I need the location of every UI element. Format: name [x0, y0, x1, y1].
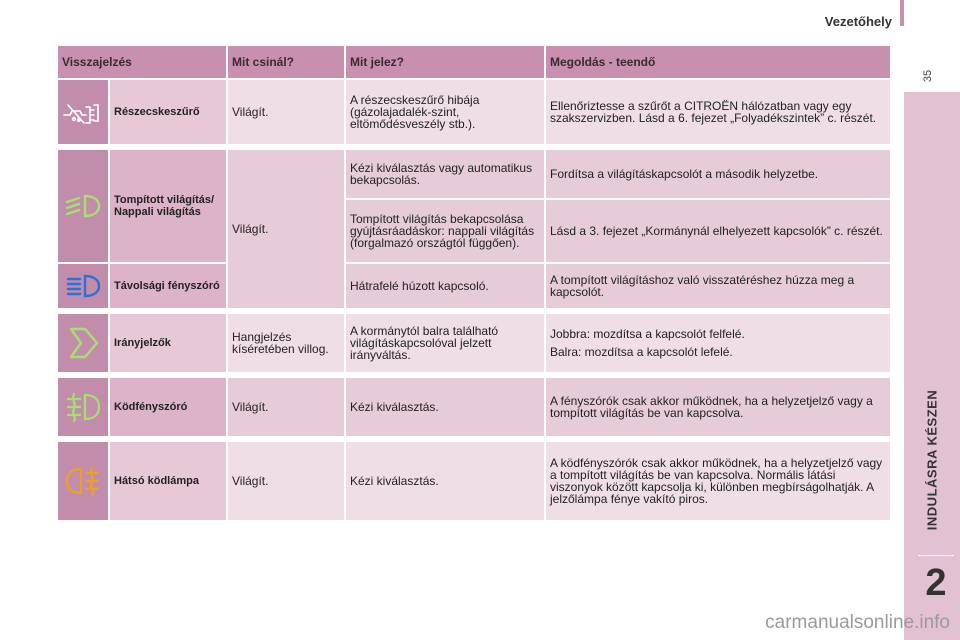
front-fog-lamp-icon: [58, 378, 108, 436]
chapter-number: 2: [925, 562, 947, 604]
col-header-indicator: Visszajelzés: [58, 46, 226, 78]
meaning-cell: Tompított világítás bekapcsolása gyújtásráadáskor: nappali világítás (forgalmazó országtól függően).: [346, 200, 544, 262]
table-row: [58, 80, 890, 144]
action-cell: Világít.: [228, 150, 344, 308]
solution-line: Balra: mozdítsa a kapcsolót lefelé.: [550, 345, 733, 359]
rear-fog-lamp-icon: [58, 442, 108, 520]
table-header-row: [58, 46, 890, 78]
solution-cell: A tompított világításhoz való visszatéréshez húzza meg a kapcsolót.: [546, 264, 890, 308]
indicator-name: Távolsági fényszóró: [110, 264, 226, 308]
chapter-divider: [918, 555, 954, 556]
table-row: [58, 442, 890, 520]
table-row: [58, 150, 890, 198]
solution-cell: A fényszórók csak akkor működnek, ha a helyzetjelző vagy a tompított világítás be van kapcsolva.: [546, 378, 890, 436]
meaning-cell: Kézi kiválasztás.: [346, 378, 544, 436]
table-row: [58, 378, 890, 436]
solution-cell: Lásd a 3. fejezet „Kormánynál elhelyezett kapcsolók” c. részét.: [546, 200, 890, 262]
page-header-title: Vezetőhely: [824, 14, 892, 29]
table-row: [58, 264, 890, 308]
indicator-name: Tompított világítás/ Nappali világítás: [110, 150, 226, 262]
col-header-solution: Megoldás - teendő: [546, 46, 890, 78]
solution-cell: [546, 314, 890, 372]
meaning-cell: Kézi kiválasztás.: [346, 442, 544, 520]
watermark-text: carmanualsonline.info: [765, 612, 950, 633]
action-cell: Világít.: [228, 378, 344, 436]
meaning-cell: Kézi kiválasztás vagy automatikus bekapcsolás.: [346, 150, 544, 198]
action-cell: Világít.: [228, 80, 344, 144]
main-beam-icon: [58, 264, 108, 308]
indicator-name: Ködfényszóró: [110, 378, 226, 436]
meaning-cell: Hátrafelé húzott kapcsoló.: [346, 264, 544, 308]
table-row: [58, 314, 890, 372]
action-cell: Világít.: [228, 442, 344, 520]
indicator-name: Részecskeszűrő: [110, 80, 226, 144]
dipped-beam-icon: [58, 150, 108, 262]
direction-indicator-icon: [58, 314, 108, 372]
header-accent-bar: [900, 0, 904, 26]
solution-line: Jobbra: mozdítsa a kapcsolót felfelé.: [550, 327, 745, 341]
meaning-cell: A kormánytól balra található világításkapcsolóval jelzett irányváltás.: [346, 314, 544, 372]
meaning-cell: A részecskeszűrő hibája (gázolajadalék-szint, eltömődésveszély stb.).: [346, 80, 544, 144]
col-header-action: Mit csinál?: [228, 46, 344, 78]
solution-cell: Ellenőriztesse a szűrőt a CITROËN hálózatban vagy egy szakszervizben. Lásd a 6. fejezet „Folyadékszintek” c. részét.: [546, 80, 890, 144]
solution-cell: A ködfényszórók csak akkor működnek, ha a helyzetjelző vagy a tompított világítás be van kapcsolva. Normális látási viszonyok között kapcsolja ki, különben megbírságolhatják. A jelzőlámpa fénye vakító piros.: [546, 442, 890, 520]
chapter-side-tab: [904, 92, 960, 640]
particle-filter-warning-icon: [58, 80, 108, 144]
indicator-name: Hátsó ködlámpa: [110, 442, 226, 520]
chapter-side-label: INDULÁSRA KÉSZEN: [924, 389, 940, 531]
solution-cell: Fordítsa a világításkapcsolót a második helyzetbe.: [546, 150, 890, 198]
action-cell: Hangjelzés kíséretében villog.: [228, 314, 344, 372]
indicator-name: Irányjelzők: [110, 314, 226, 372]
page-number: 35: [922, 69, 935, 83]
warning-lights-table: [56, 44, 892, 522]
col-header-meaning: Mit jelez?: [346, 46, 544, 78]
